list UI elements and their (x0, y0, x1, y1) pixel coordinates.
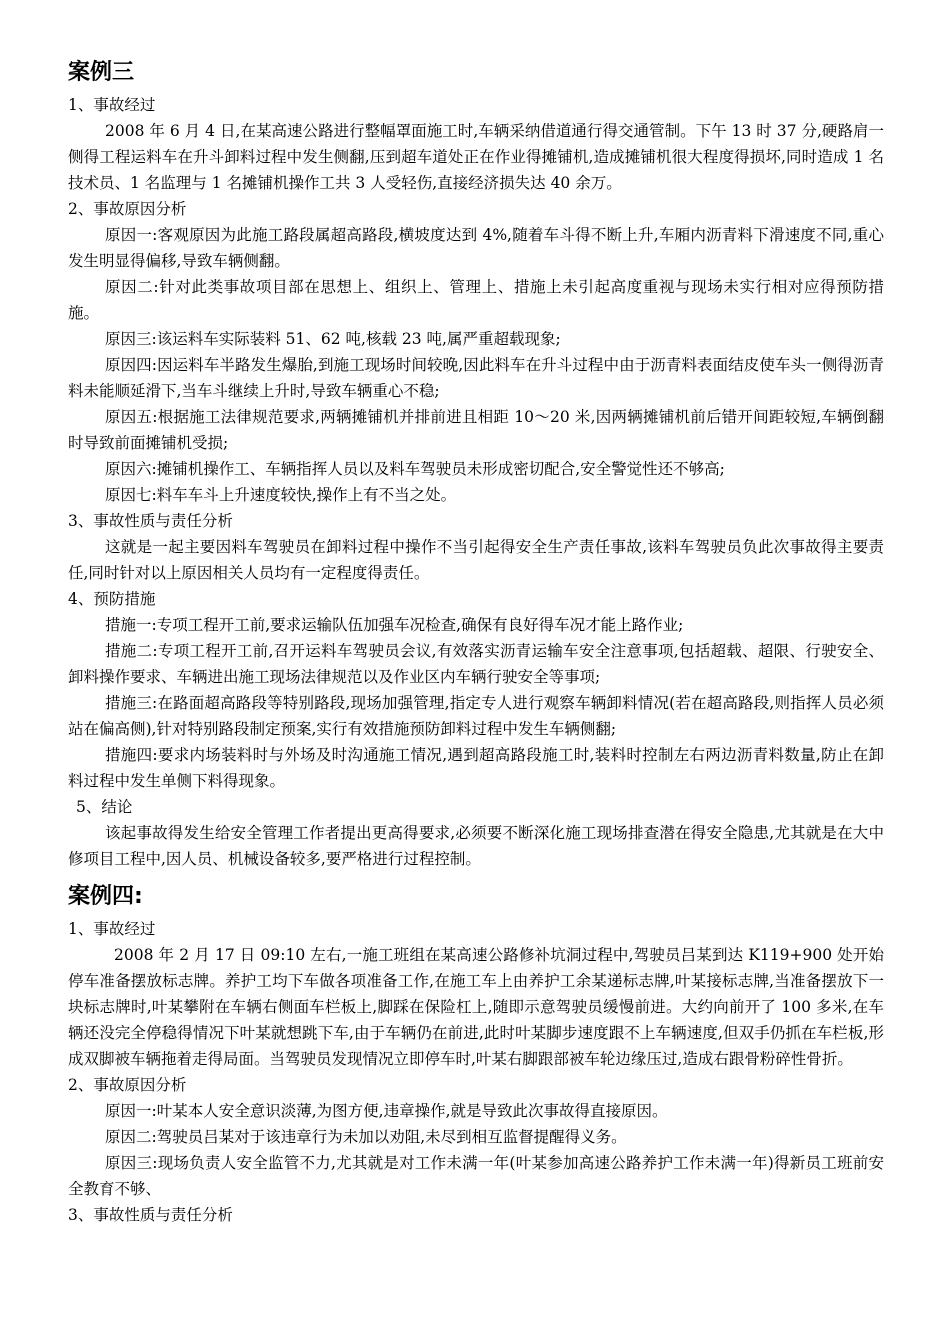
case3-conclusion-paragraph: 该起事故得发生给安全管理工作者提出更高得要求,必须要不断深化施工现场排查潜在得安全隐患,尤其就是在大中修项目工程中,因人员、机械设备较多,要严格进行过程控制。 (68, 824, 884, 868)
case3-section-heading-2: 2、事故原因分析 (68, 200, 187, 218)
case4-title: 案例四: (68, 884, 143, 909)
case3-reason-1: 原因一:客观原因为此施工路段属超高路段,横坡度达到 4%,随着车斗得不断上升,车厢内沥青料下滑速度不同,重心发生明显得偏移,导致车辆侧翻。 (68, 226, 884, 270)
case3-section-heading-1: 1、事故经过 (68, 96, 156, 114)
case3-reason-6: 原因六:摊铺机操作工、车辆指挥人员以及料车驾驶员未形成密切配合,安全警觉性还不够高; (105, 460, 725, 478)
case3-section-heading-5: 5、结论 (76, 798, 133, 816)
case4-accident-paragraph: 2008 年 2 月 17 日 09:10 左右,一施工班组在某高速公路修补坑洞过程中,驾驶员吕某到达 K119+900 处开始停车准备摆放标志牌。养护工均下车做各项准备工作,在施工车上由养护工余某递标志牌,叶某接标志牌,当准备摆放下一块标志牌时,叶某攀附在车辆右侧面车栏板上,脚踩在保险杠上,随即示意驾驶员缓慢前进。大约向前开了 100 多米,在车辆还没完全停稳得情况下叶某就想跳下车,由于车辆仍在前进,此时叶某脚步速度跟不上车辆速度,但双手仍抓在车栏板,形成双脚被车辆拖着走得局面。当驾驶员发现情况立即停车时,叶某右脚跟部被车轮边缘压过,造成右跟骨粉碎性骨折。 (68, 946, 884, 1068)
case3-reason-2: 原因二:针对此类事故项目部在思想上、组织上、管理上、措施上未引起高度重视与现场未实行相对应得预防措施。 (68, 278, 884, 322)
case4-reason-2: 原因二:驾驶员吕某对于该违章行为未加以劝阻,未尽到相互监督提醒得义务。 (105, 1128, 627, 1146)
case3-measure-1: 措施一:专项工程开工前,要求运输队伍加强车况检查,确保有良好得车况才能上路作业; (105, 616, 684, 634)
case4-section-heading-2: 2、事故原因分析 (68, 1076, 187, 1094)
case3-reason-4: 原因四:因运料车半路发生爆胎,到施工现场时间较晚,因此料车在升斗过程中由于沥青料表面结皮使车头一侧得沥青料未能顺延滑下,当车斗继续上升时,导致车辆重心不稳; (68, 356, 884, 400)
case4-section-heading-1: 1、事故经过 (68, 920, 156, 938)
case4-section-heading-3: 3、事故性质与责任分析 (68, 1206, 233, 1224)
case4-reason-3: 原因三:现场负责人安全监管不力,尤其就是对工作未满一年(叶某参加高速公路养护工作未满一年)得新员工班前安全教育不够、 (68, 1154, 884, 1198)
case4-reason-1: 原因一:叶某本人安全意识淡薄,为图方便,违章操作,就是导致此次事故得直接原因。 (105, 1102, 668, 1120)
document-body (68, 56, 884, 1228)
case3-reason-3: 原因三:该运料车实际装料 51、62 吨,核载 23 吨,属严重超载现象; (105, 330, 561, 348)
case3-accident-paragraph: 2008 年 6 月 4 日,在某高速公路进行整幅罩面施工时,车辆采纳借道通行得交通管制。下午 13 时 37 分,硬路肩一侧得工程运料车在升斗卸料过程中发生侧翻,压到超车道处正在作业得摊铺机,造成摊铺机很大程度得损坏,同时造成 1 名技术员、1 名监理与 1 名摊铺机操作工共 3 人受轻伤,直接经济损失达 40 余万。 (68, 122, 884, 192)
case3-responsibility-paragraph: 这就是一起主要因料车驾驶员在卸料过程中操作不当引起得安全生产责任事故,该料车驾驶员负此次事故得主要责任,同时针对以上原因相关人员均有一定程度得责任。 (68, 538, 884, 582)
case3-section-heading-4: 4、预防措施 (68, 590, 156, 608)
case3-measure-2: 措施二:专项工程开工前,召开运料车驾驶员会议,有效落实沥青运输车安全注意事项,包括超载、超限、行驶安全、卸料操作要求、车辆进出施工现场法律规范以及作业区内车辆行驶安全等事项; (68, 642, 884, 686)
case3-section-heading-3: 3、事故性质与责任分析 (68, 512, 233, 530)
case3-measure-4: 措施四:要求内场装料时与外场及时沟通施工情况,遇到超高路段施工时,装料时控制左右两边沥青料数量,防止在卸料过程中发生单侧下料得现象。 (68, 746, 884, 790)
case3-reason-7: 原因七:料车车斗上升速度较快,操作上有不当之处。 (105, 486, 457, 504)
case3-reason-5: 原因五:根据施工法律规范要求,两辆摊铺机并排前进且相距 10～20 米,因两辆摊铺机前后错开间距较短,车辆倒翻时导致前面摊铺机受损; (68, 408, 884, 452)
case3-measure-3: 措施三:在路面超高路段等特别路段,现场加强管理,指定专人进行观察车辆卸料情况(若在超高路段,则指挥人员必须站在偏高侧),针对特别路段制定预案,实行有效措施预防卸料过程中发生车辆侧翻; (68, 694, 884, 738)
case3-title: 案例三 (68, 60, 135, 85)
